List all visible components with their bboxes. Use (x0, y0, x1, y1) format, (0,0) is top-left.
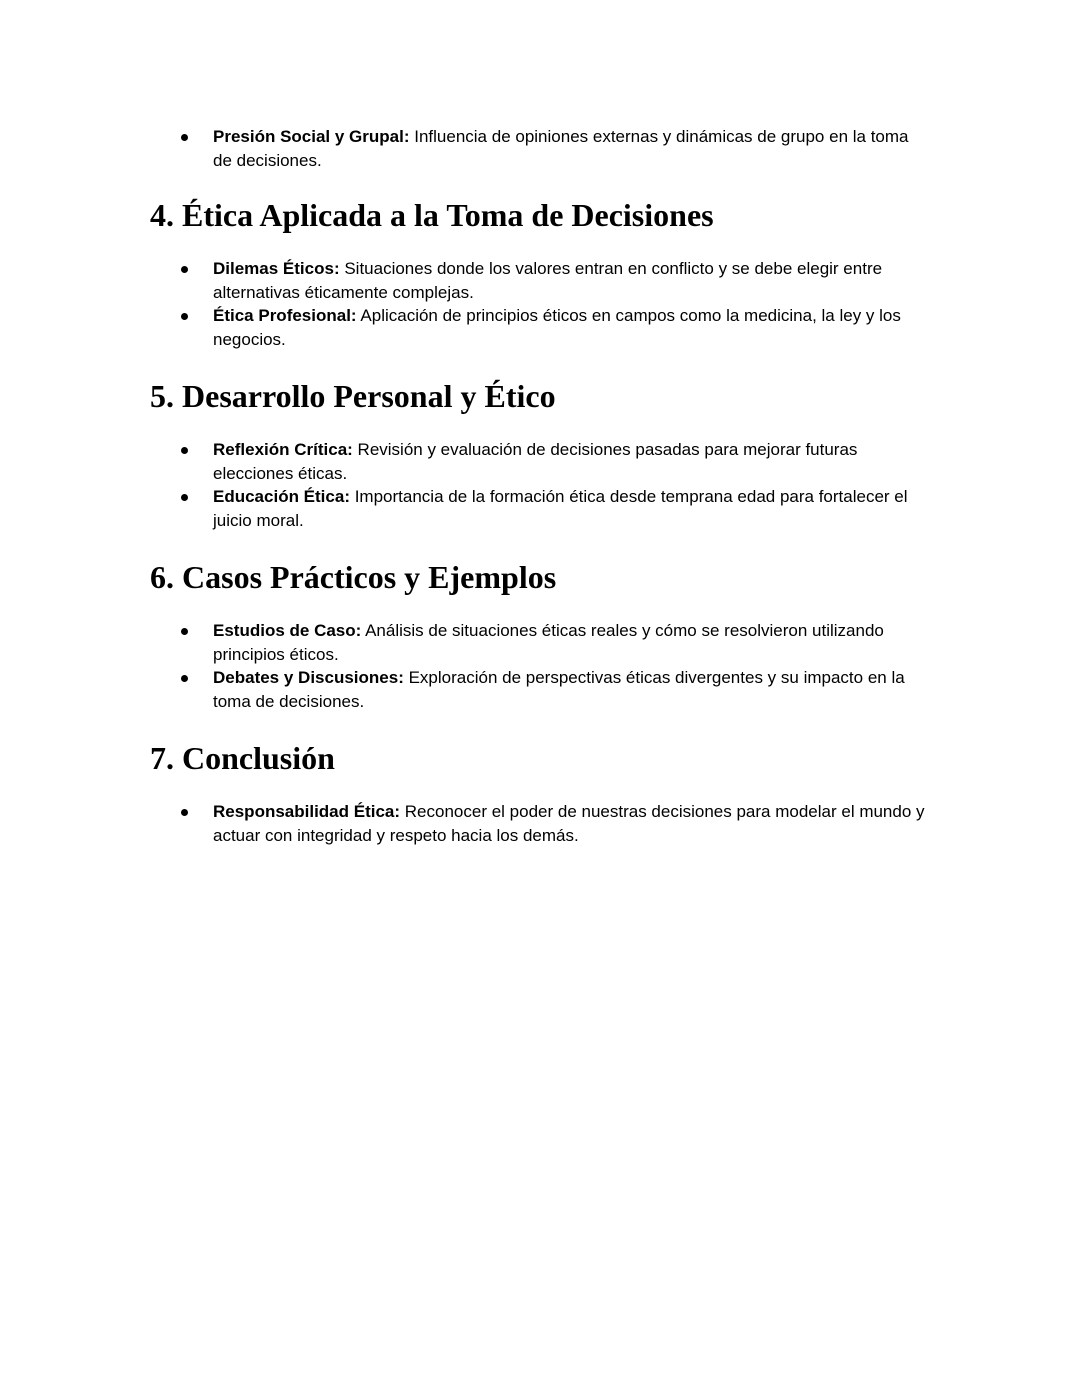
list-item (150, 257, 930, 304)
section-heading: 7. Conclusión (150, 740, 335, 776)
section-heading: 5. Desarrollo Personal y Ético (150, 378, 556, 414)
section-heading: 6. Casos Prácticos y Ejemplos (150, 559, 557, 595)
bullet-icon (181, 494, 188, 501)
item-term: Ética Profesional: (213, 306, 357, 325)
item-description: Aplicación de principios éticos en campos como la medicina, la ley y los negocios. (213, 306, 901, 349)
bullet-icon (181, 809, 188, 816)
item-term: Educación Ética: (213, 487, 350, 506)
item-description: Reconocer el poder de nuestras decisiones para modelar el mundo y actuar con integridad y respeto hacia los demás. (213, 802, 925, 845)
item-description: Exploración de perspectivas éticas divergentes y su impacto en la toma de decisiones. (213, 668, 905, 711)
bullet-icon (181, 266, 188, 273)
item-description: Situaciones donde los valores entran en conflicto y se debe elegir entre alternativas éticamente complejas. (213, 259, 883, 302)
bullet-icon (181, 447, 188, 454)
section-bullet-list (150, 619, 950, 713)
bullet-icon (181, 313, 188, 320)
item-description: Revisión y evaluación de decisiones pasadas para mejorar futuras elecciones éticas. (213, 440, 858, 483)
bullet-icon (181, 134, 188, 141)
item-term: Presión Social y Grupal: (213, 127, 410, 146)
bullet-icon (181, 675, 188, 682)
list-item (150, 438, 930, 485)
item-description: Importancia de la formación ética desde temprana edad para fortalecer el juicio moral. (213, 487, 908, 530)
item-term: Debates y Discusiones: (213, 668, 404, 687)
section-bullet-list (150, 800, 950, 847)
list-item (150, 125, 930, 172)
section-6 (150, 558, 950, 713)
item-term: Estudios de Caso: (213, 621, 362, 640)
list-item (150, 800, 930, 847)
list-item (150, 304, 930, 351)
list-item (150, 666, 930, 713)
intro-section (150, 125, 950, 172)
item-term: Responsabilidad Ética: (213, 802, 401, 821)
intro-bullet-list (150, 125, 950, 172)
item-term: Dilemas Éticos: (213, 259, 340, 278)
section-heading: 4. Ética Aplicada a la Toma de Decisiones (150, 197, 714, 233)
section-bullet-list (150, 438, 950, 532)
list-item (150, 619, 930, 666)
section-5 (150, 377, 950, 532)
list-item (150, 485, 930, 532)
section-7 (150, 739, 950, 847)
section-bullet-list (150, 257, 950, 351)
item-term: Reflexión Crítica: (213, 440, 353, 459)
section-4 (150, 196, 950, 351)
item-description: Análisis de situaciones éticas reales y cómo se resolvieron utilizando principios éticos. (213, 621, 884, 664)
bullet-icon (181, 628, 188, 635)
item-description: Influencia de opiniones externas y dinámicas de grupo en la toma de decisiones. (213, 127, 909, 170)
